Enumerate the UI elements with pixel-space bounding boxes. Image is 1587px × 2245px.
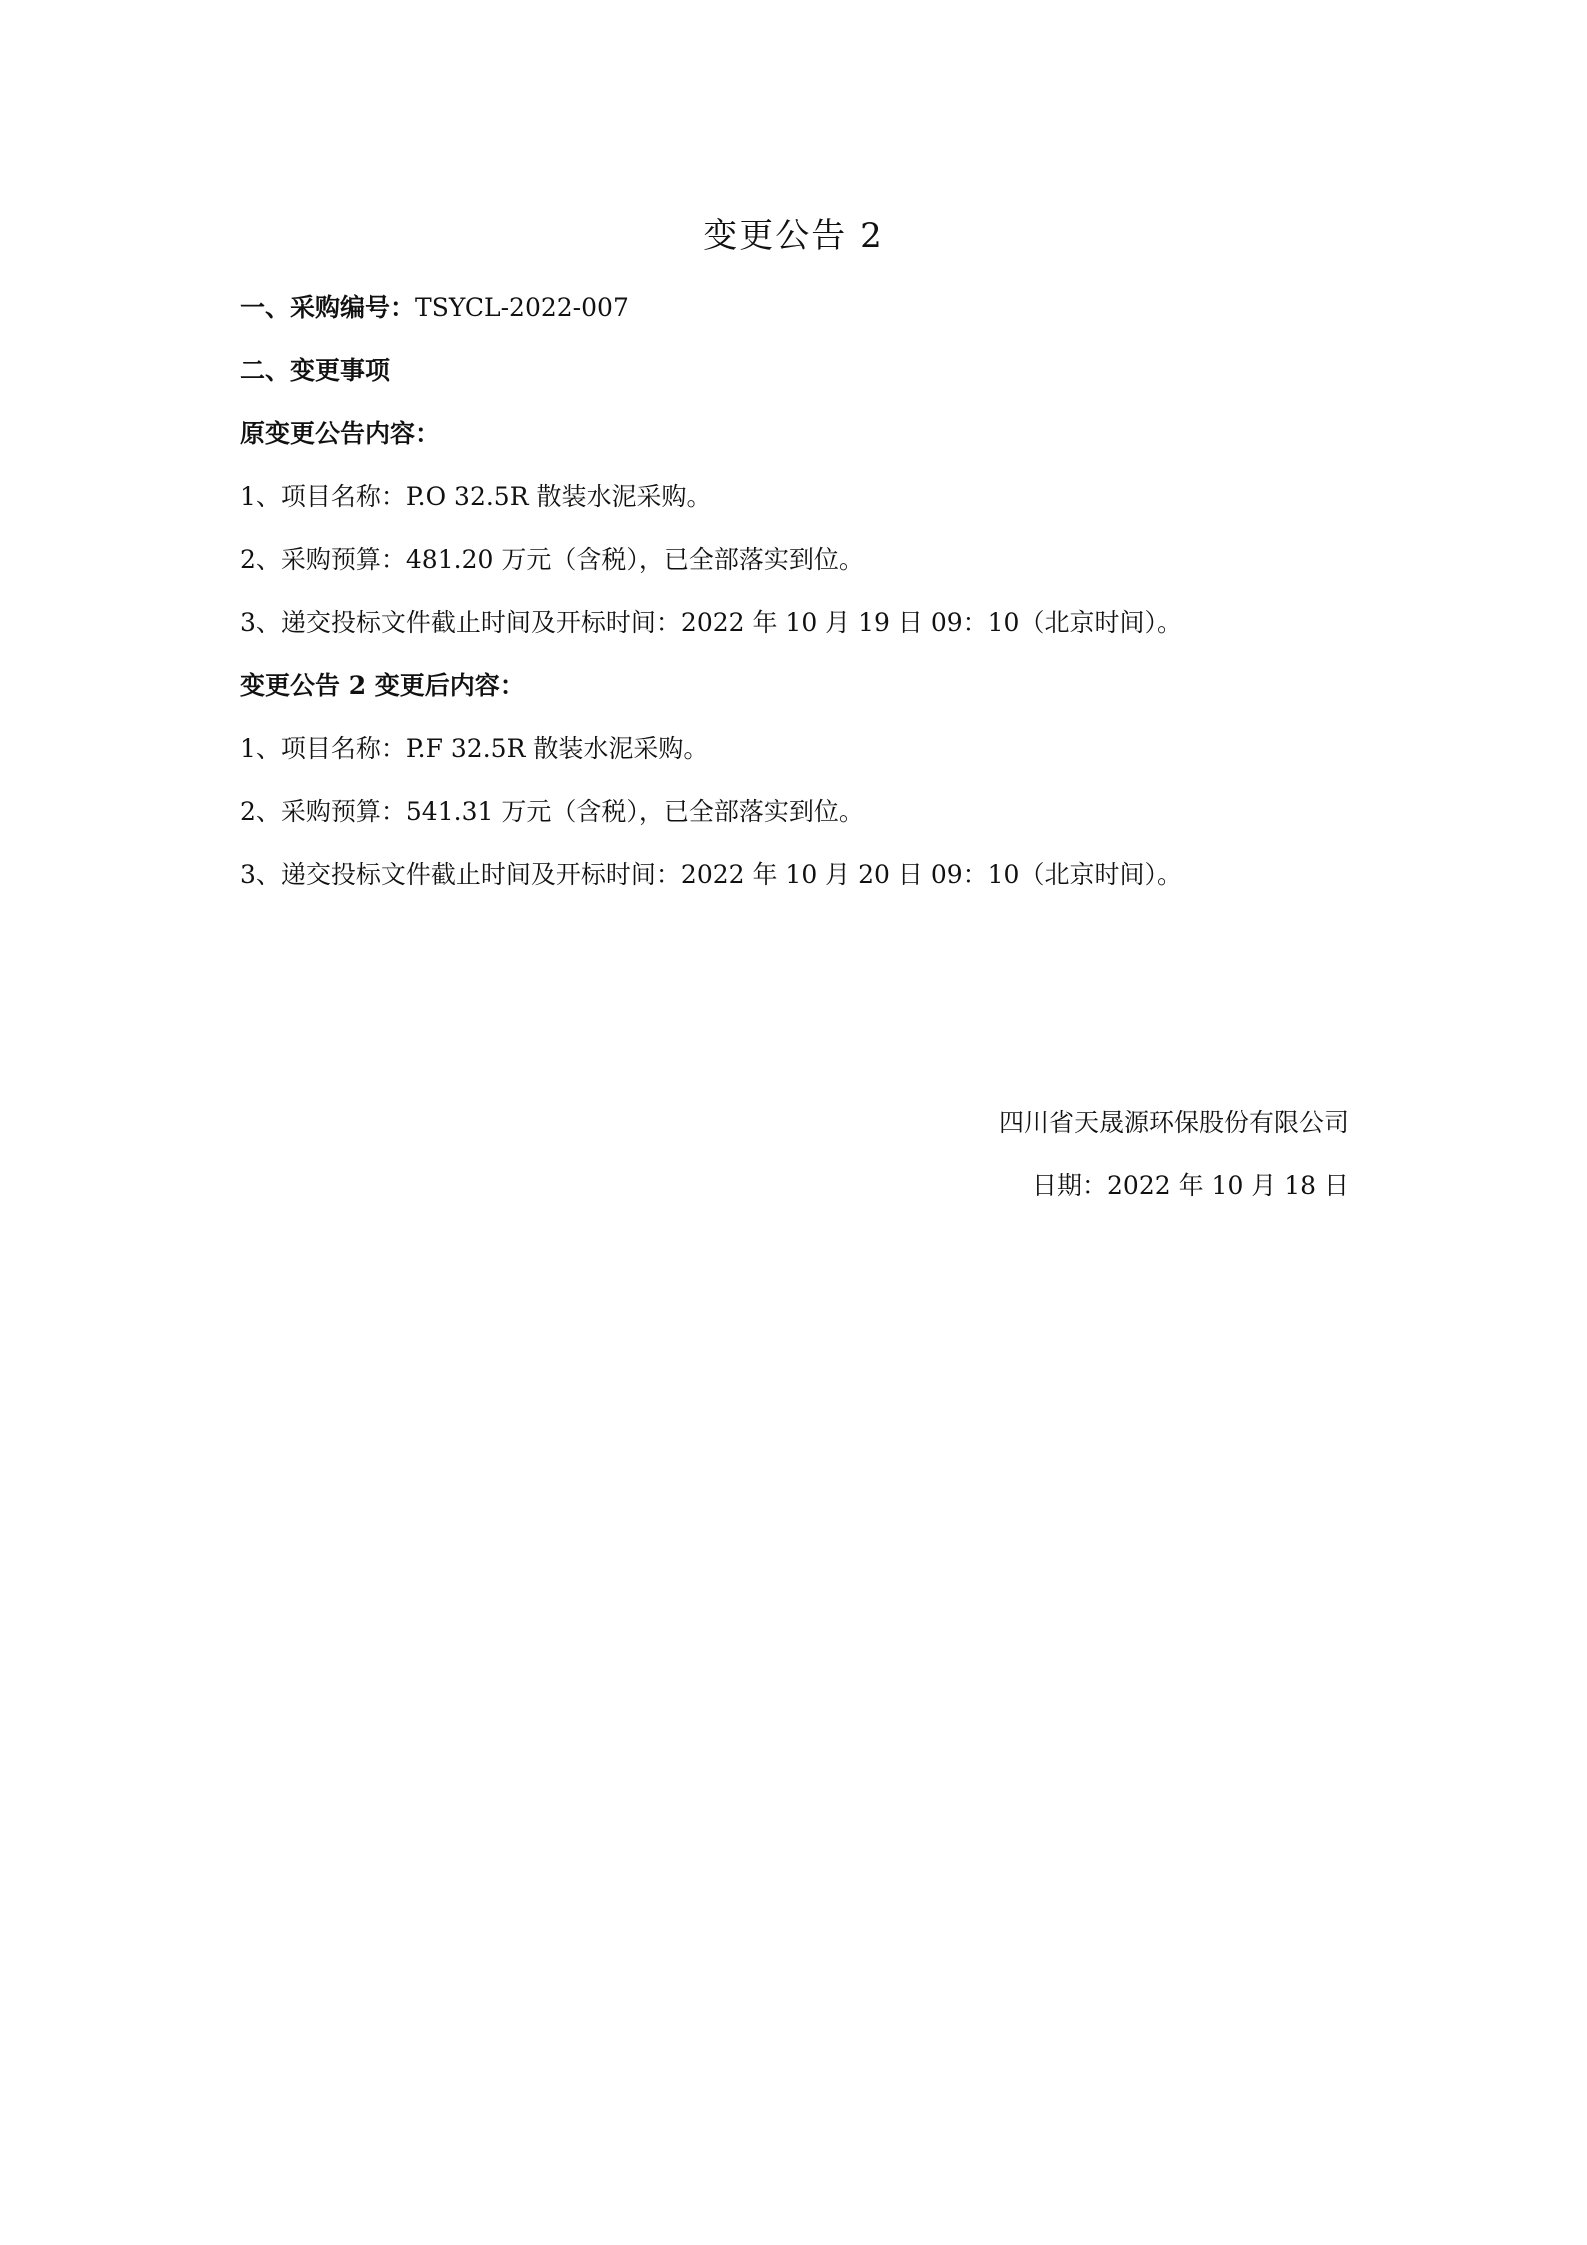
original-item-1: 1、项目名称：P.O 32.5R 散装水泥采购。: [240, 482, 712, 511]
changed-item-2: 2、采购预算：541.31 万元（含税），已全部落实到位。: [240, 797, 864, 826]
original-item-3: 3、递交投标文件截止时间及开标时间：2022 年 10 月 19 日 09：10（北京时间）。: [240, 608, 1182, 637]
change-items-heading: 二、变更事项: [240, 356, 391, 385]
original-item-2: 2、采购预算：481.20 万元（含税），已全部落实到位。: [240, 545, 864, 574]
company-name: 四川省天晟源环保股份有限公司: [998, 1108, 1349, 1137]
document-title: 变更公告 2: [703, 216, 884, 256]
changed-content-heading: 变更公告 2 变更后内容：: [240, 671, 525, 700]
procurement-number-line: [240, 291, 629, 325]
procurement-number-label: 一、采购编号：: [240, 293, 416, 322]
signature-date: 日期：2022 年 10 月 18 日: [1032, 1171, 1349, 1200]
procurement-number-value: TSYCL-2022-007: [415, 293, 629, 322]
changed-item-1: 1、项目名称：P.F 32.5R 散装水泥采购。: [240, 734, 709, 763]
changed-item-3: 3、递交投标文件截止时间及开标时间：2022 年 10 月 20 日 09：10（北京时间）。: [240, 860, 1182, 889]
original-content-heading: 原变更公告内容：: [240, 419, 441, 448]
